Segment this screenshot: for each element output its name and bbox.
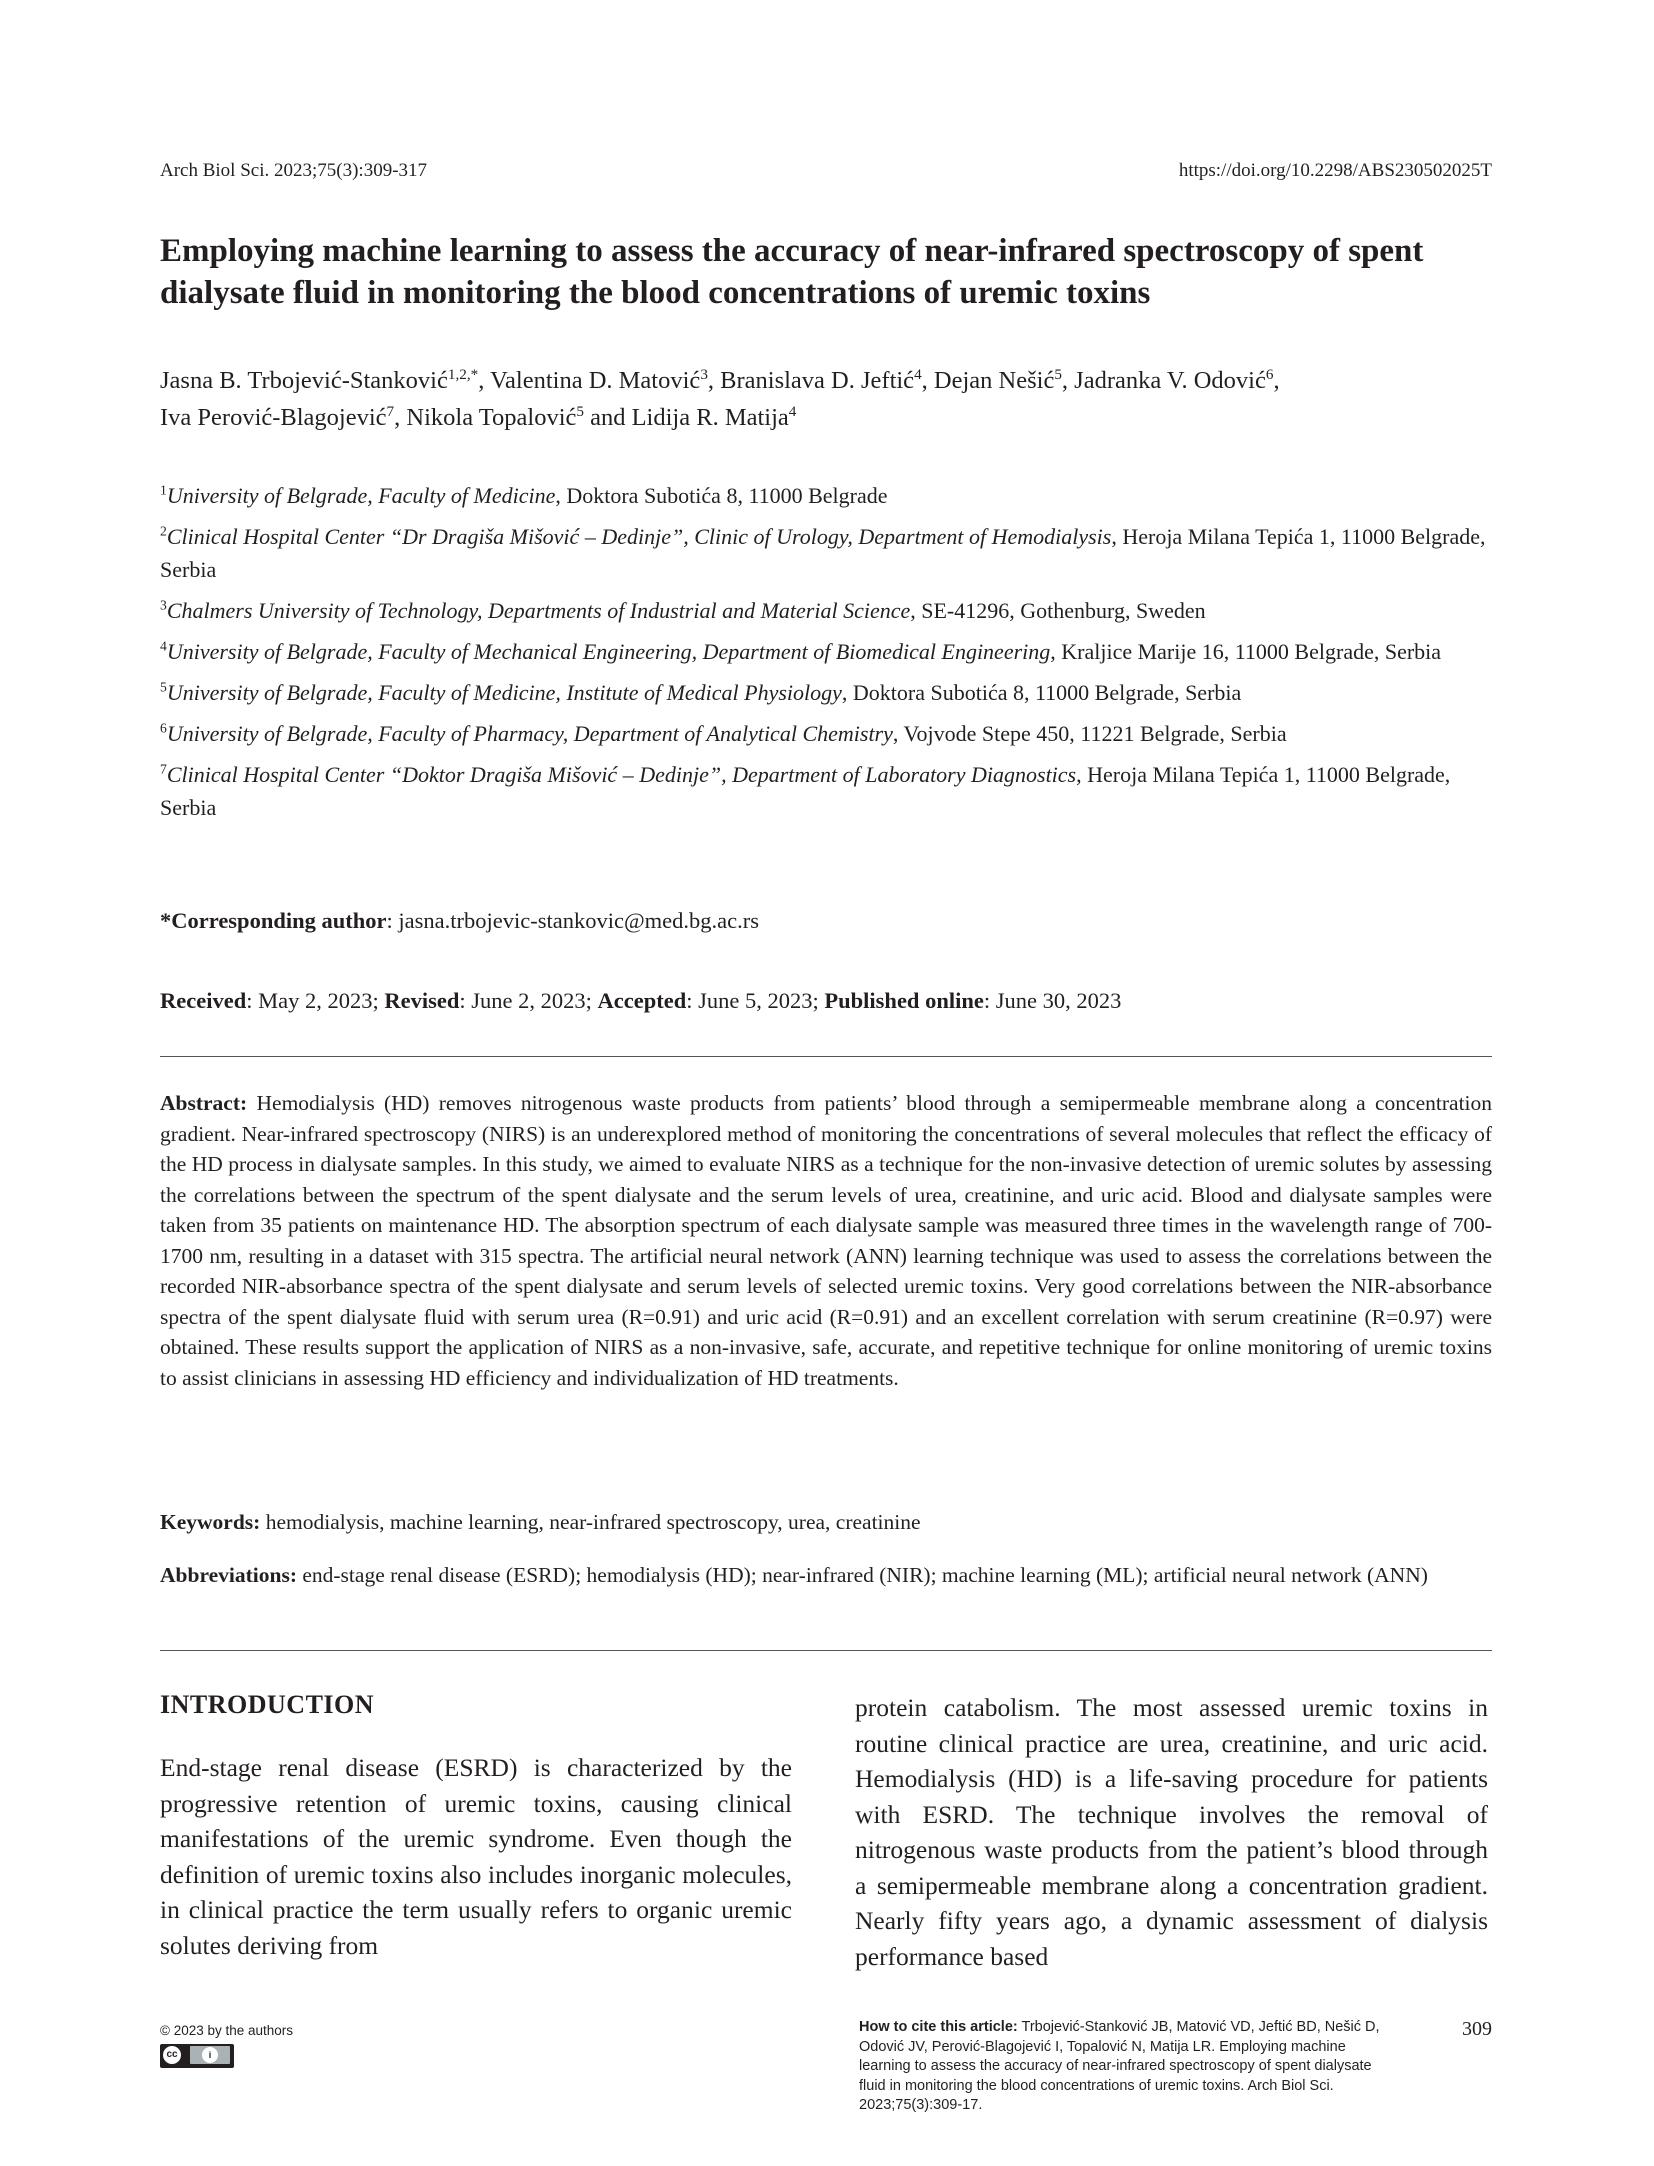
abstract-text: Hemodialysis (HD) removes nitrogenous waste products from patients’ blood through a semipermeable membrane along a concentration gradient. Near-infrared spectroscopy (NIRS) is an underexplored method of monitoring the concentrations of several molecules that reflect the efficacy of the HD process in dialysate samples. In this study, we aimed to evaluate NIRS as a technique for the non-invasive detection of uremic solutes by assessing the correlations between the spectrum of the spent dialysate and the serum levels of urea, creatinine, and uric acid. Blood and dialysate samples were taken from 35 patients on maintenance HD. The absorption spectrum of each dialysate sample was measured three times in the wavelength range of 700-1700 nm, resulting in a dataset with 315 spectra. The artificial neural network (ANN) learning technique was used to assess the correlations between the recorded NIR-absorbance spectra of the spent dialysate and serum levels of selected uremic toxins. Very good correlations between the NIR-absorbance spectra of the spent dialysate fluid with serum urea (R=0.91) and uric acid (R=0.91) and an excellent correlation with serum creatinine (R=0.97) were obtained. These results support the application of NIRS as a non-invasive, safe, accurate, and repetitive technique for online monitoring of uremic toxins to assist clinicians in assessing HD efficiency and individualization of HD treatments. [160, 1091, 1493, 1390]
abbreviations [160, 1560, 1492, 1591]
author-list: Jasna B. Trbojević-Stanković$^{1,2,*}$, Valentina D. Matović$^3$, Branislava D. Jeftić$^4$, Dejan Nešić$^5$, Jadranka V. Odović$^6$, Iva Perović-Blagojević$^7$, Nikola Topalović$^5$ and Lidija R. Matija$^4$ [160, 365, 1280, 431]
affiliation-item [160, 479, 1500, 512]
affiliation-item [160, 635, 1500, 668]
affiliation-number: 3 [160, 597, 167, 613]
affiliation-institution: Chalmers University of Technology, Departments of Industrial and Material Science [166, 598, 911, 623]
author-affiliation-marker: 7 [386, 402, 395, 420]
abstract [160, 1088, 1492, 1393]
affiliation-address: , Doktora Subotića 8, 11000 Belgrade [555, 483, 888, 508]
author-affiliation-marker: 3 [700, 365, 708, 383]
affiliation-institution: Clinical Hospital Center “Doktor Dragiša Mišović – Dedinje”, Department of Laboratory Diagnostics [166, 762, 1077, 787]
author-affiliation-marker: 4 [914, 365, 922, 383]
author-name: Valentina D. Matović [490, 367, 701, 394]
affiliation-number: 2 [160, 523, 167, 539]
accepted-label: Accepted [597, 988, 687, 1013]
affiliation-address: , SE-41296, Gothenburg, Sweden [910, 598, 1206, 623]
affiliation-number: 1 [160, 482, 167, 498]
affiliation-item [160, 676, 1500, 709]
affiliation-institution: Clinical Hospital Center “Dr Dragiša Mišović – Dedinje”, Clinic of Urology, Department of Hemodialysis [166, 524, 1112, 549]
affiliation-item [160, 520, 1500, 586]
author-name: Nikola Topalović [406, 404, 577, 431]
body-column-right: protein catabolism. The most assessed uremic toxins in routine clinical practice are urea, creatinine, and uric acid. Hemodialysis (HD) is a life-saving procedure for patients with ESRD. The technique involves the removal of nitrogenous waste products from the patient’s blood through a semipermeable membrane along a concentration gradient. Nearly fifty years ago, a dynamic assessment of dialysis performance based [855, 1693, 1488, 1971]
affiliation-item [160, 717, 1500, 750]
copyright-notice: © 2023 by the authors [160, 2023, 294, 2038]
author-affiliation-marker: 5 [576, 402, 584, 420]
keywords-label: Keywords: [160, 1510, 261, 1534]
authors-conjunction: and [590, 404, 626, 431]
abbreviations-label: Abbreviations: [160, 1563, 297, 1587]
affiliation-number: 7 [160, 761, 167, 777]
corresponding-author: *Corresponding author: jasna.trbojevic-stankovic@med.bg.ac.rs [160, 908, 759, 933]
affiliation-institution: University of Belgrade, Faculty of Mechanical Engineering, Department of Biomedical Engineering [166, 639, 1051, 664]
journal-reference: Arch Biol Sci. 2023;75(3):309-317 [160, 160, 428, 181]
abstract-label: Abstract: [160, 1091, 248, 1115]
author-name: Jadranka V. Odović [1074, 367, 1266, 394]
abstract-top-divider [160, 1056, 1492, 1057]
author-name: Jasna B. Trbojević-Stanković [160, 367, 448, 394]
corresponding-author-label: *Corresponding author [160, 908, 387, 933]
cc-by-license-icon[interactable] [160, 2044, 234, 2068]
corresponding-author-email[interactable]: jasna.trbojevic-stankovic@med.bg.ac.rs [398, 908, 759, 933]
affiliation-number: 4 [160, 638, 167, 654]
keywords [160, 1507, 1492, 1538]
author-affiliation-marker: 6 [1265, 365, 1274, 383]
author-affiliation-marker: 5 [1054, 365, 1062, 383]
author-name: Branislava D. Jeftić [720, 367, 915, 394]
affiliation-list [160, 479, 1500, 832]
author-affiliation-marker: 1,2,* [447, 365, 479, 383]
author-name: Iva Perović-Blagojević [160, 404, 387, 431]
received-label: Received [160, 988, 247, 1013]
affiliation-number: 5 [160, 679, 167, 695]
affiliation-address: , Doktora Subotića 8, 11000 Belgrade, Serbia [841, 680, 1242, 705]
accepted-date: June 5, 2023 [698, 988, 813, 1013]
revised-date: June 2, 2023 [471, 988, 586, 1013]
affiliation-address: , Vojvode Stepe 450, 11221 Belgrade, Serbia [892, 721, 1287, 746]
abstract-bottom-divider [160, 1650, 1492, 1651]
affiliation-number: 6 [160, 720, 167, 736]
author-affiliation-marker: 4 [788, 402, 797, 420]
cc-icon: cc [163, 2046, 181, 2064]
page-number: 309 [1462, 2018, 1492, 2040]
affiliation-item [160, 758, 1500, 824]
affiliation-address: , Heroja Milana Tepića 1, 11000 Belgrade, Serbia [160, 524, 1486, 582]
received-date: May 2, 2023 [258, 988, 373, 1013]
affiliation-address: , Kraljice Marije 16, 11000 Belgrade, Serbia [1050, 639, 1442, 664]
body-column-left: End-stage renal disease (ESRD) is characterized by the progressive retention of uremic toxins, causing clinical manifestations of the uremic syndrome. Even though the definition of uremic toxins also includes inorganic molecules, in clinical practice the term usually refers to organic uremic solutes deriving from [160, 1753, 792, 1960]
affiliation-address: , Heroja Milana Tepića 1, 11000 Belgrade, Serbia [160, 762, 1451, 820]
citation-text: Trbojević-Stanković JB, Matović VD, Jeftić BD, Nešić D, Odović JV, Perović-Blagojević I, Topalović N, Matija LR. Employing machine learning to assess the accuracy of near-infrared spectroscopy of spent dialysate fluid in monitoring the blood concentrations of uremic toxins. Arch Biol Sci. 2023;75(3):309-17. [859, 2019, 1380, 2113]
citation-note [859, 2018, 1389, 2116]
affiliation-institution: University of Belgrade, Faculty of Medicine [166, 483, 556, 508]
author-name: Dejan Nešić [933, 367, 1055, 394]
doi-link[interactable]: https://doi.org/10.2298/ABS230502025T [1178, 160, 1492, 181]
author-name: Lidija R. Matija [631, 404, 789, 431]
affiliation-institution: University of Belgrade, Faculty of Pharmacy, Department of Analytical Chemistry [166, 721, 893, 746]
citation-label: How to cite this article: [859, 2019, 1018, 2035]
affiliation-item [160, 594, 1500, 627]
abbreviations-text: end-stage renal disease (ESRD); hemodialysis (HD); near-infrared (NIR); machine learning (ML); artificial neural network (ANN) [302, 1563, 1428, 1587]
published-label: Published online [824, 988, 984, 1013]
revised-label: Revised [384, 988, 460, 1013]
section-heading-introduction: INTRODUCTION [160, 1690, 375, 1719]
published-date: June 30, 2023 [995, 988, 1122, 1013]
by-icon: i [190, 2046, 230, 2064]
article-dates: Received: May 2, 2023; Revised: June 2, 2023; Accepted: June 5, 2023; Published online: June 30, 2023 [160, 988, 1122, 1013]
article-title: Employing machine learning to assess the accuracy of near-infrared spectroscopy of spent dialysate fluid in monitoring the blood concentrations of uremic toxins [160, 233, 1424, 311]
keywords-text: hemodialysis, machine learning, near-infrared spectroscopy, urea, creatinine [265, 1510, 921, 1534]
affiliation-institution: University of Belgrade, Faculty of Medicine, Institute of Medical Physiology [166, 680, 842, 705]
